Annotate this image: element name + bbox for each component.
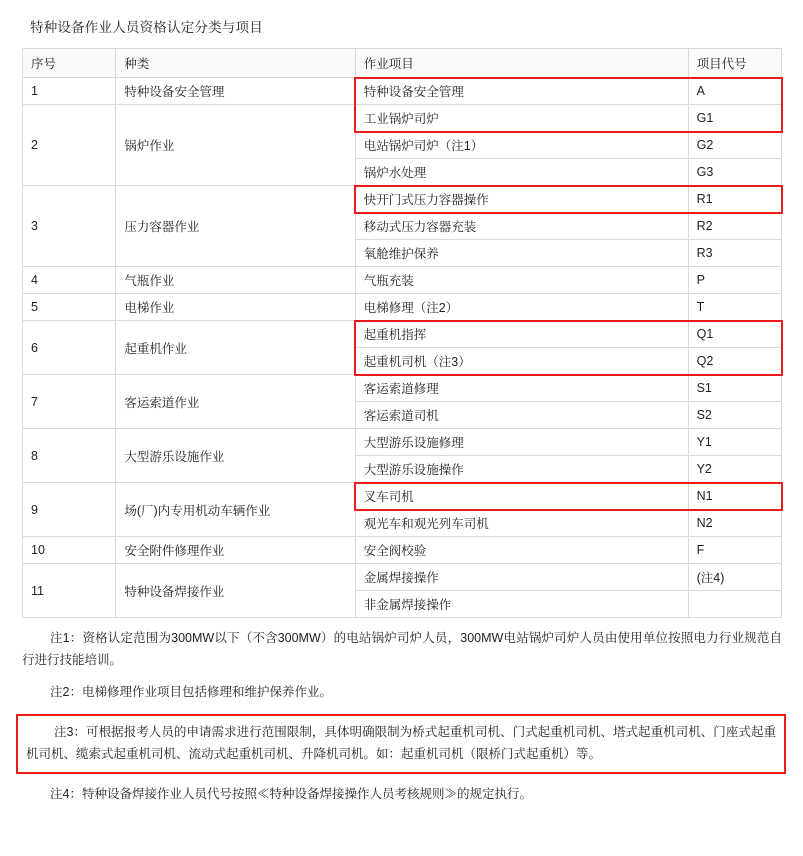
cell-code bbox=[688, 591, 781, 618]
cell-item: 观光车和观光列车司机 bbox=[355, 510, 688, 537]
cell-kind: 安全附件修理作业 bbox=[116, 537, 355, 564]
cell-item: 客运索道修理 bbox=[355, 375, 688, 402]
cell-item: 非金属焊接操作 bbox=[355, 591, 688, 618]
cell-code: Y2 bbox=[688, 456, 781, 483]
cell-item: 工业锅炉司炉 bbox=[355, 105, 688, 132]
cell-kind: 电梯作业 bbox=[116, 294, 355, 321]
table-row bbox=[23, 321, 782, 348]
cell-code: Q1 bbox=[688, 321, 781, 348]
cell-item: 客运索道司机 bbox=[355, 402, 688, 429]
table-row bbox=[23, 537, 782, 564]
cell-no: 10 bbox=[23, 537, 116, 564]
note-4: 注4：特种设备焊接作业人员代号按照≪特种设备焊接操作人员考核规则≫的规定执行。 bbox=[50, 787, 532, 802]
cell-code: G3 bbox=[688, 159, 781, 186]
cell-kind: 压力容器作业 bbox=[116, 186, 355, 267]
cell-no: 11 bbox=[23, 564, 116, 618]
cell-no: 5 bbox=[23, 294, 116, 321]
column-header-item: 作业项目 bbox=[355, 49, 688, 78]
cell-code: P bbox=[688, 267, 781, 294]
note-1: 注1：资格认定范围为300MW以下（不含300MW）的电站锅炉司炉人员，300MW电站锅炉司炉人员由使用单位按照电力行业规范自行进行技能培训。 bbox=[22, 631, 782, 667]
cell-code: (注4) bbox=[688, 564, 781, 591]
table-header bbox=[23, 49, 782, 78]
cell-kind: 场(厂)内专用机动车辆作业 bbox=[116, 483, 355, 537]
cell-code: R1 bbox=[688, 186, 781, 213]
column-header-no: 序号 bbox=[23, 49, 116, 78]
cell-item: 特种设备安全管理 bbox=[355, 78, 688, 105]
notes-section bbox=[22, 628, 782, 806]
cell-item: 起重机指挥 bbox=[355, 321, 688, 348]
note-3: 注3：可根据报考人员的申请需求进行范围限制，具体明确限制为桥式起重机司机、门式起重机司机、塔式起重机司机、门座式起重机司机、缆索式起重机司机、流动式起重机司机、升降机司机。如：起重机司机（限桥门式起重机）等。 bbox=[16, 714, 786, 775]
table-row bbox=[23, 186, 782, 213]
cell-code: T bbox=[688, 294, 781, 321]
cell-no: 4 bbox=[23, 267, 116, 294]
cell-kind: 特种设备焊接作业 bbox=[116, 564, 355, 618]
cell-no: 6 bbox=[23, 321, 116, 375]
table-row bbox=[23, 429, 782, 456]
cell-item: 氧舱维护保养 bbox=[355, 240, 688, 267]
cell-code: Q2 bbox=[688, 348, 781, 375]
cell-item: 大型游乐设施操作 bbox=[355, 456, 688, 483]
cell-kind: 特种设备安全管理 bbox=[116, 78, 355, 105]
cell-code: F bbox=[688, 537, 781, 564]
table-row bbox=[23, 294, 782, 321]
table-header-row bbox=[23, 49, 782, 78]
cell-code: R2 bbox=[688, 213, 781, 240]
page-title: 特种设备作业人员资格认定分类与项目 bbox=[30, 20, 263, 35]
table-row bbox=[23, 375, 782, 402]
cell-no: 1 bbox=[23, 78, 116, 105]
cell-code: N1 bbox=[688, 483, 781, 510]
table-body bbox=[23, 78, 782, 618]
table-row bbox=[23, 105, 782, 132]
cell-no: 8 bbox=[23, 429, 116, 483]
cell-code: S1 bbox=[688, 375, 781, 402]
table-row bbox=[23, 483, 782, 510]
cell-no: 9 bbox=[23, 483, 116, 537]
cell-code: N2 bbox=[688, 510, 781, 537]
cell-code: G2 bbox=[688, 132, 781, 159]
cell-item: 移动式压力容器充装 bbox=[355, 213, 688, 240]
cell-code: A bbox=[688, 78, 781, 105]
cell-code: S2 bbox=[688, 402, 781, 429]
cell-code: G1 bbox=[688, 105, 781, 132]
cell-kind: 大型游乐设施作业 bbox=[116, 429, 355, 483]
cell-item: 电梯修理（注2） bbox=[355, 294, 688, 321]
cell-item: 电站锅炉司炉（注1） bbox=[355, 132, 688, 159]
cell-item: 金属焊接操作 bbox=[355, 564, 688, 591]
cell-code: Y1 bbox=[688, 429, 781, 456]
table-row bbox=[23, 267, 782, 294]
column-header-kind: 种类 bbox=[116, 49, 355, 78]
cell-kind: 锅炉作业 bbox=[116, 105, 355, 186]
cell-kind: 气瓶作业 bbox=[116, 267, 355, 294]
cell-item: 气瓶充装 bbox=[355, 267, 688, 294]
cell-item: 叉车司机 bbox=[355, 483, 688, 510]
table-row bbox=[23, 564, 782, 591]
cell-item: 大型游乐设施修理 bbox=[355, 429, 688, 456]
cell-item: 锅炉水处理 bbox=[355, 159, 688, 186]
cell-item: 安全阀校验 bbox=[355, 537, 688, 564]
cell-item: 快开门式压力容器操作 bbox=[355, 186, 688, 213]
cell-kind: 起重机作业 bbox=[116, 321, 355, 375]
cell-code: R3 bbox=[688, 240, 781, 267]
cell-no: 2 bbox=[23, 105, 116, 186]
table-row bbox=[23, 78, 782, 105]
column-header-code: 项目代号 bbox=[688, 49, 781, 78]
cell-no: 7 bbox=[23, 375, 116, 429]
cell-kind: 客运索道作业 bbox=[116, 375, 355, 429]
note-2: 注2：电梯修理作业项目包括修理和维护保养作业。 bbox=[50, 684, 332, 699]
qualification-table bbox=[22, 48, 782, 618]
cell-item: 起重机司机（注3） bbox=[355, 348, 688, 375]
cell-no: 3 bbox=[23, 186, 116, 267]
